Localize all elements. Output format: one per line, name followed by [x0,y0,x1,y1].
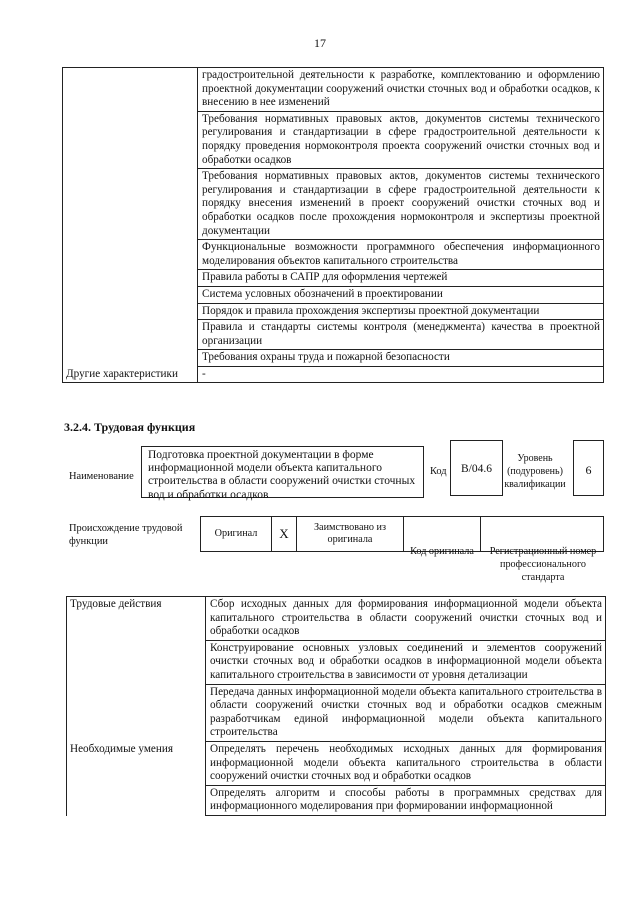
section-heading: 3.2.4. Трудовая функция [64,420,196,434]
row-text: градостроительной деятельности к разработке, комплектованию и оформлению проектной документации сооружений очистки сточных вод и обработки осадков, к внесению в нее изменений [198,68,604,112]
row-label [63,240,198,270]
action-item: Сбор исходных данных для формирования информационной модели объекта капитального строительства в области сооружений очистки сточных вод и обработки осадков [206,597,606,641]
action-item: Передача данных информационной модели объекта капитального строительства в области сооружений очистки сточных вод и обработки осадков смежным разработчикам единой информационной модели объекта капитального строительства [206,684,606,741]
table-row [63,350,604,367]
table-row [63,240,604,270]
knowledge-table [62,67,604,383]
code-value: B/04.6 [450,440,503,496]
row-label [63,68,198,112]
skill-item: Определять перечень необходимых исходных данных для формирования информационной модели объекта капитального строительства в области сооружений очистки сточных вод и обработки осадков [206,741,606,785]
row-label [63,350,198,367]
table-row [63,169,604,240]
row-label [63,320,198,350]
actions-skills-table [66,596,606,816]
table-row [67,684,606,741]
function-name-box: Подготовка проектной документации в форме информационной модели объекта капитального строительства в области сооружений очистки сточных вод и обработки осадков [141,446,424,498]
table-row [67,785,606,815]
reg-number-caption: Регистрационный номер профессионального стандарта [489,546,597,583]
table-row [63,68,604,112]
row-label [63,169,198,240]
name-label: Наименование [69,471,134,482]
row-text: Правила и стандарты системы контроля (менеджмента) качества в проектной организации [198,320,604,350]
row-label [63,111,198,168]
level-label: Уровень (подуровень) квалификации [504,453,566,490]
table-row [63,320,604,350]
table-row [63,303,604,320]
table-row [63,270,604,287]
row-label [67,684,206,741]
row-text: Порядок и правила прохождения экспертизы проектной документации [198,303,604,320]
skill-item: Определять алгоритм и способы работы в программных средствах для информационного моделирования при формировании информационной [206,785,606,815]
row-label [63,286,198,303]
row-label [63,303,198,320]
row-label [67,785,206,815]
borrowed-label: Заимствовано из оригинала [297,517,404,552]
original-mark: X [272,517,297,552]
row-label [67,640,206,684]
row-text: Правила работы в САПР для оформления чертежей [198,270,604,287]
table-row [67,597,606,641]
row-label [63,270,198,287]
table-row [63,286,604,303]
table-row [63,366,604,383]
origin-label: Происхождение трудовой функции [69,523,183,547]
row-text: Требования нормативных правовых актов, документов системы технического регулирования и стандартизации в сфере градостроительной деятельности к порядку внесения изменений в проект сооружений очистки сточных вод и обработки осадков после прохождения нормоконтроля и экспертизы проектной документации [198,169,604,240]
level-value: 6 [573,440,604,496]
original-code-caption: Код оригинала [410,546,474,557]
original-label: Оригинал [201,517,272,552]
action-item: Конструирование основных узловых соединений и элементов сооружений очистки сточных вод и обработки осадков в информационной модели объекта капитального строительства в зависимости от уровня детализации [206,640,606,684]
table-row [67,640,606,684]
skills-label: Необходимые умения [67,741,206,785]
table-row [63,111,604,168]
page-number: 17 [314,36,326,50]
row-text: Требования нормативных правовых актов, документов системы технического регулирования и стандартизации в сфере градостроительной деятельности к порядку проведения нормоконтроля проекта сооружений очистки сточных вод и обработки осадков [198,111,604,168]
actions-label: Трудовые действия [67,597,206,641]
row-text: Функциональные возможности программного обеспечения информационного моделирования объектов капитального строительства [198,240,604,270]
table-row [67,741,606,785]
code-label: Код [430,466,447,477]
row-text: Требования охраны труда и пожарной безопасности [198,350,604,367]
row-text: Система условных обозначений в проектировании [198,286,604,303]
row-text: - [198,366,604,383]
row-label: Другие характеристики [63,366,198,383]
